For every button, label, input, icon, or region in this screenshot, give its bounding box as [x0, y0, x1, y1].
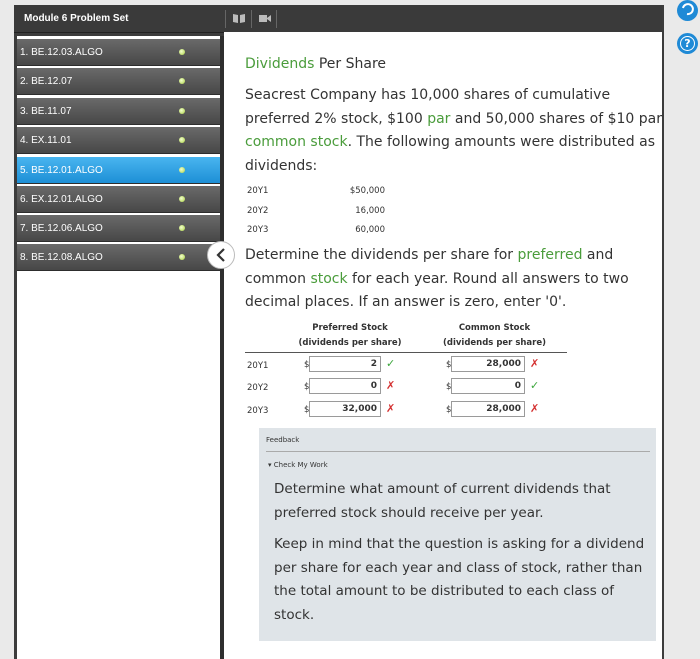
currency-symbol: $	[446, 405, 452, 415]
currency-symbol: $	[304, 405, 310, 415]
feedback-label: Feedback	[266, 436, 300, 444]
currency-symbol: $	[304, 382, 310, 392]
common-header: Common Stock	[458, 323, 531, 333]
glossary-link[interactable]: preferred	[517, 247, 583, 263]
video-icon[interactable]	[258, 13, 272, 24]
glossary-link[interactable]: Dividends	[245, 56, 315, 72]
intro-text: and 50,000 shares of $10 par	[450, 110, 663, 127]
toolbar-separator	[251, 10, 252, 28]
problem-title	[245, 56, 386, 72]
preferred-header: Preferred Stock	[312, 323, 388, 333]
answer-year: 20Y2	[247, 383, 269, 393]
distribution-year: 20Y1	[247, 186, 269, 196]
intro-text: Seacrest Company has 10,000 shares of cumulative preferred 2% stock, $100	[245, 87, 611, 127]
sidebar-item[interactable]	[17, 98, 220, 125]
preferred-answer-input[interactable]: 0	[309, 378, 381, 394]
table-header-rule	[245, 352, 567, 353]
distribution-amount: 16,000	[355, 206, 385, 216]
sidebar-item[interactable]	[17, 68, 220, 95]
distribution-amount: $50,000	[349, 186, 385, 196]
sidebar-item[interactable]	[17, 127, 220, 154]
common-answer-input[interactable]: 28,000	[451, 401, 525, 417]
status-dot-icon	[179, 167, 185, 173]
sidebar-item-label: 7. BE.12.06.ALGO	[20, 223, 103, 234]
answer-year: 20Y3	[247, 406, 269, 416]
common-answer-input[interactable]: 0	[451, 378, 525, 394]
question-text: for each year. Round all answers to two decimal places. If an answer is zero, enter '0'.	[245, 270, 629, 310]
sidebar-item-label: 5. BE.12.01.ALGO	[20, 165, 103, 176]
sidebar-item-label: 4. EX.11.01	[20, 135, 72, 146]
sidebar-item[interactable]	[17, 215, 220, 242]
question-text: and common	[245, 247, 614, 287]
currency-symbol: $	[446, 382, 452, 392]
problem-intro	[245, 84, 665, 178]
glossary-link[interactable]: common stock	[245, 134, 348, 150]
status-dot-icon	[179, 225, 185, 231]
toolbar-separator	[225, 10, 226, 28]
preferred-answer-input[interactable]: 2	[309, 356, 381, 372]
common-answer-input[interactable]: 28,000	[451, 356, 525, 372]
collapse-sidebar-button[interactable]	[207, 241, 235, 269]
answer-year: 20Y1	[247, 361, 269, 371]
preferred-answer-input[interactable]: 32,000	[309, 401, 381, 417]
status-dot-icon	[179, 108, 185, 114]
feedback-rule	[266, 451, 650, 452]
distribution-amount: 60,000	[355, 225, 385, 235]
currency-symbol: $	[304, 360, 310, 370]
sidebar-item[interactable]	[17, 39, 220, 66]
sidebar-item-label: 2. BE.12.07	[20, 76, 73, 87]
intro-text: . The following amounts were distributed as dividends:	[245, 134, 655, 174]
status-dot-icon	[179, 78, 185, 84]
distribution-year: 20Y2	[247, 206, 269, 216]
cross-icon: ✗	[386, 379, 396, 392]
status-dot-icon	[179, 196, 185, 202]
preferred-subheader: (dividends per share)	[298, 338, 402, 348]
sidebar-item-label: 8. BE.12.08.ALGO	[20, 252, 103, 263]
help-question-icon[interactable]: ?	[677, 33, 698, 54]
check-my-work-label: Check My Work	[273, 461, 328, 469]
status-dot-icon	[179, 137, 185, 143]
sidebar-item[interactable]	[17, 186, 220, 213]
cross-icon: ✗	[530, 357, 540, 370]
sidebar-item-label: 6. EX.12.01.ALGO	[20, 194, 103, 205]
feedback-paragraph: Keep in mind that the question is asking for a dividend per share for each year and class of stock, rather than the total amount to be distributed to each class of stock.	[274, 536, 645, 623]
help-chat-icon[interactable]	[677, 0, 698, 21]
glossary-link[interactable]: stock	[310, 270, 348, 287]
chevron-left-icon	[214, 247, 228, 263]
sidebar-item-label: 3. BE.11.07	[20, 106, 72, 117]
question-text: Determine the dividends per share for	[245, 247, 518, 263]
window-title: Module 6 Problem Set	[24, 13, 129, 24]
cross-icon: ✗	[386, 402, 396, 415]
cross-icon: ✗	[530, 402, 540, 415]
top-toolbar	[14, 5, 662, 33]
status-dot-icon	[179, 49, 185, 55]
common-subheader: (dividends per share)	[442, 338, 547, 348]
status-dot-icon	[179, 254, 185, 260]
check-icon: ✓	[386, 357, 396, 370]
sidebar-item[interactable]	[17, 244, 220, 271]
book-icon[interactable]	[232, 13, 246, 24]
glossary-link[interactable]: par	[427, 110, 451, 127]
check-my-work-toggle[interactable]: ▾ Check My Work	[268, 461, 328, 469]
distribution-year: 20Y3	[247, 225, 269, 235]
feedback-paragraph: Determine what amount of current dividends that preferred stock should receive per year.	[274, 481, 611, 521]
title-text: Per Share	[314, 56, 387, 72]
sidebar	[17, 36, 221, 659]
toolbar-separator	[276, 10, 277, 28]
sidebar-item-active[interactable]	[17, 157, 220, 184]
check-icon: ✓	[530, 379, 540, 392]
currency-symbol: $	[446, 360, 452, 370]
problem-question	[245, 244, 665, 315]
sidebar-item-label: 1. BE.12.03.ALGO	[20, 47, 103, 58]
